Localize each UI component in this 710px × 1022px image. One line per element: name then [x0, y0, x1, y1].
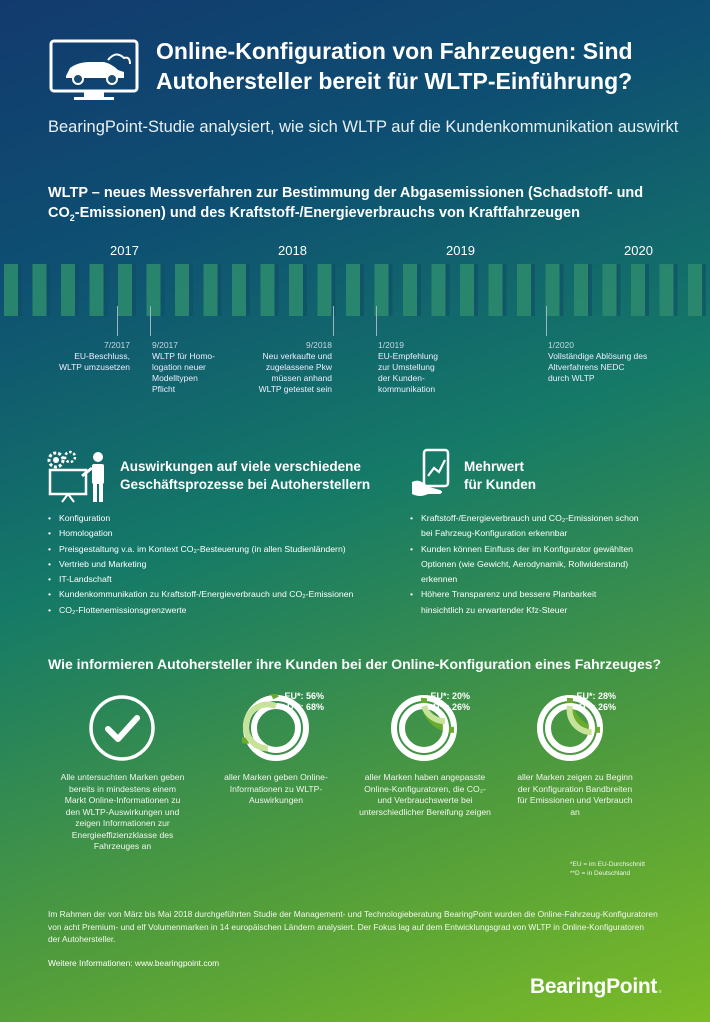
timeline-segment: [289, 264, 303, 316]
brand-logo: BearingPoint.: [530, 975, 663, 998]
value-title: Mehrwert für Kunden: [464, 459, 536, 492]
timeline-segment: [318, 264, 332, 316]
timeline-gap: [674, 264, 678, 316]
timeline-segment: [574, 264, 588, 316]
timeline-gap: [360, 264, 364, 316]
timeline-segment: [631, 264, 645, 316]
list-item: • Kunden können Einfluss der im Konfigurator gewählten Optionen (wie Gewicht, Aerodynamik, Rollwiderstand) erkennen: [410, 542, 640, 588]
timeline-segment: [261, 264, 275, 316]
page-subtitle: BearingPoint-Studie analysiert, wie sich WLTP auf die Kundenkommunikation auswirkt: [48, 118, 679, 136]
impacts-list: [48, 511, 388, 618]
list-item: • Kraftstoff-/Energieverbrauch und CO₂-Emissionen schon bei Fahrzeug-Konfiguration erkennbar: [410, 511, 640, 542]
stat-percent: EU*: 28% D**: 26%: [576, 691, 616, 712]
timeline-gap: [275, 264, 279, 316]
footer-text: Im Rahmen der von März bis Mai 2018 durchgeführten Studie der Management- und Technologieberatung BearingPoint wurden die Online-Fahrzeug-Konfiguratoren von acht Premium- und elf Volumenmarken in 14 europäischen Ländern analysiert. Der Fokus lag auf dem Entwicklungsgrad von WLTP in Online-Konfiguratoren der Autohersteller.: [48, 909, 658, 944]
list-item: • CO₂-Flottenemissionsgrenzwerte: [48, 603, 388, 618]
timeline-gap: [132, 264, 136, 316]
list-item: • Höhere Transparenz und bessere Planbarkeit hinsichtlich zu erwartender Kfz-Steuer: [410, 587, 640, 618]
event-9-2018: 9/2018 Neu verkaufte und zugelassene Pkw müssen anhand WLTP getestet sein: [258, 340, 332, 394]
timeline-gap: [218, 264, 222, 316]
year-label: 2019: [446, 243, 475, 258]
timeline-gap: [474, 264, 478, 316]
timeline-segment: [61, 264, 75, 316]
stat-percent: EU*: 20% D**: 26%: [430, 691, 470, 712]
timeline-gap: [531, 264, 535, 316]
timeline-heading: WLTP – neues Messverfahren zur Bestimmung der Abgasemissionen (Schadstoff- und $CO_2-Emissionen$) und des Kraftstoff-/Energieverbrauchs von Kraftfahrzeugen: [48, 185, 644, 223]
timeline-strip: [0, 264, 710, 316]
event-7-2017: 7/2017 EU-Beschluss, WLTP umzusetzen: [58, 340, 130, 372]
timeline-gap: [417, 264, 421, 316]
timeline-segment: [660, 264, 674, 316]
hand-chart-icon: [410, 448, 456, 500]
list-item: • Vertrieb und Marketing: [48, 557, 388, 572]
survey-question: Wie informieren Autohersteller ihre Kunden bei der Online-Konfiguration eines Fahrzeuges?: [48, 656, 662, 672]
timeline-gap: [161, 264, 165, 316]
event-tick: [117, 306, 118, 336]
timeline-gap: [189, 264, 193, 316]
timeline-gap: [389, 264, 393, 316]
timeline-segment: [517, 264, 531, 316]
event-1-2019: 1/2019 EU-Empfehlung zur Umstellung der Kunden- kommunikation: [378, 340, 439, 394]
footnote: *EU = im EU-Durchschnitt **D = in Deutschland: [570, 861, 645, 877]
timeline-gap: [75, 264, 79, 316]
event-tick: [376, 306, 377, 336]
stat-text: aller Marken geben Online-Informationen zu WLTP-Auswirkungen: [224, 772, 328, 805]
event-1-2020: 1/2020 Vollständige Ablösung des Altverfahrens NEDC durch WLTP: [548, 340, 648, 383]
event-tick: [546, 306, 547, 336]
list-item: • Kundenkommunikation zu Kraftstoff-/Energieverbrauch und CO₂-Emissionen: [48, 587, 388, 602]
timeline-gap: [246, 264, 250, 316]
timeline-segment: [603, 264, 617, 316]
timeline-gap: [446, 264, 450, 316]
timeline-gap: [645, 264, 649, 316]
timeline-segment: [688, 264, 702, 316]
timeline-segment: [346, 264, 360, 316]
checkmark-icon: [88, 694, 156, 762]
stat-text: aller Marken zeigen zu Beginn der Konfiguration Bandbreiten für Emissionen und Verbrauch an: [517, 772, 633, 817]
timeline-gap: [588, 264, 592, 316]
list-item: • Homologation: [48, 526, 388, 541]
timeline-segment: [232, 264, 246, 316]
timeline-segment: [90, 264, 104, 316]
timeline-segment: [489, 264, 503, 316]
timeline-gap: [104, 264, 108, 316]
stat-text: aller Marken haben angepasste Online-Konfiguratoren, die CO₂- und Verbrauchswerte bei unterschiedlicher Bereifung zeigen: [359, 772, 491, 817]
year-label: 2017: [110, 243, 139, 258]
year-label: 2020: [624, 243, 653, 258]
check-text: Alle untersuchten Marken geben bereits in mindestens einem Markt Online-Informationen zu den WLTP-Auswirkungen und zeigen Informationen zur Energieeffizienzklasse des Fahrzeuges an: [60, 772, 185, 851]
car-monitor-icon: [48, 38, 140, 102]
more-info-link[interactable]: Weitere Informationen: www.bearingpoint.com: [48, 958, 220, 968]
event-9-2017: 9/2017 WLTP für Homo- logation neuer Modelltypen Pflicht: [152, 340, 215, 394]
stat-percent: EU*: 56% D**: 68%: [284, 691, 324, 712]
event-tick: [333, 306, 334, 336]
page-title: Online-Konfiguration von Fahrzeugen: Sind Autohersteller bereit für WLTP-Einführung?: [156, 38, 633, 94]
timeline-segment: [403, 264, 417, 316]
value-list: [410, 511, 640, 618]
timeline-gap: [47, 264, 51, 316]
timeline-segment: [118, 264, 132, 316]
timeline-segment: [147, 264, 161, 316]
list-item: • IT-Landschaft: [48, 572, 388, 587]
timeline-gap: [18, 264, 22, 316]
timeline-gap: [702, 264, 706, 316]
timeline-gap: [617, 264, 621, 316]
timeline-segment: [4, 264, 18, 316]
timeline-segment: [175, 264, 189, 316]
timeline-segment: [33, 264, 47, 316]
timeline-segment: [204, 264, 218, 316]
timeline-segment: [460, 264, 474, 316]
list-item: • Preisgestaltung v.a. im Kontext CO₂-Besteuerung (in allen Studienländern): [48, 542, 388, 557]
year-label: 2018: [278, 243, 307, 258]
list-item: • Konfiguration: [48, 511, 388, 526]
timeline-segment: [432, 264, 446, 316]
timeline-gap: [303, 264, 307, 316]
event-tick: [150, 306, 151, 336]
timeline-segment: [546, 264, 560, 316]
timeline-gap: [560, 264, 564, 316]
gears-presenter-icon: [44, 448, 112, 504]
impacts-title: Auswirkungen auf viele verschiedene Geschäftsprozesse bei Autoherstellern: [120, 459, 371, 492]
timeline-gap: [503, 264, 507, 316]
